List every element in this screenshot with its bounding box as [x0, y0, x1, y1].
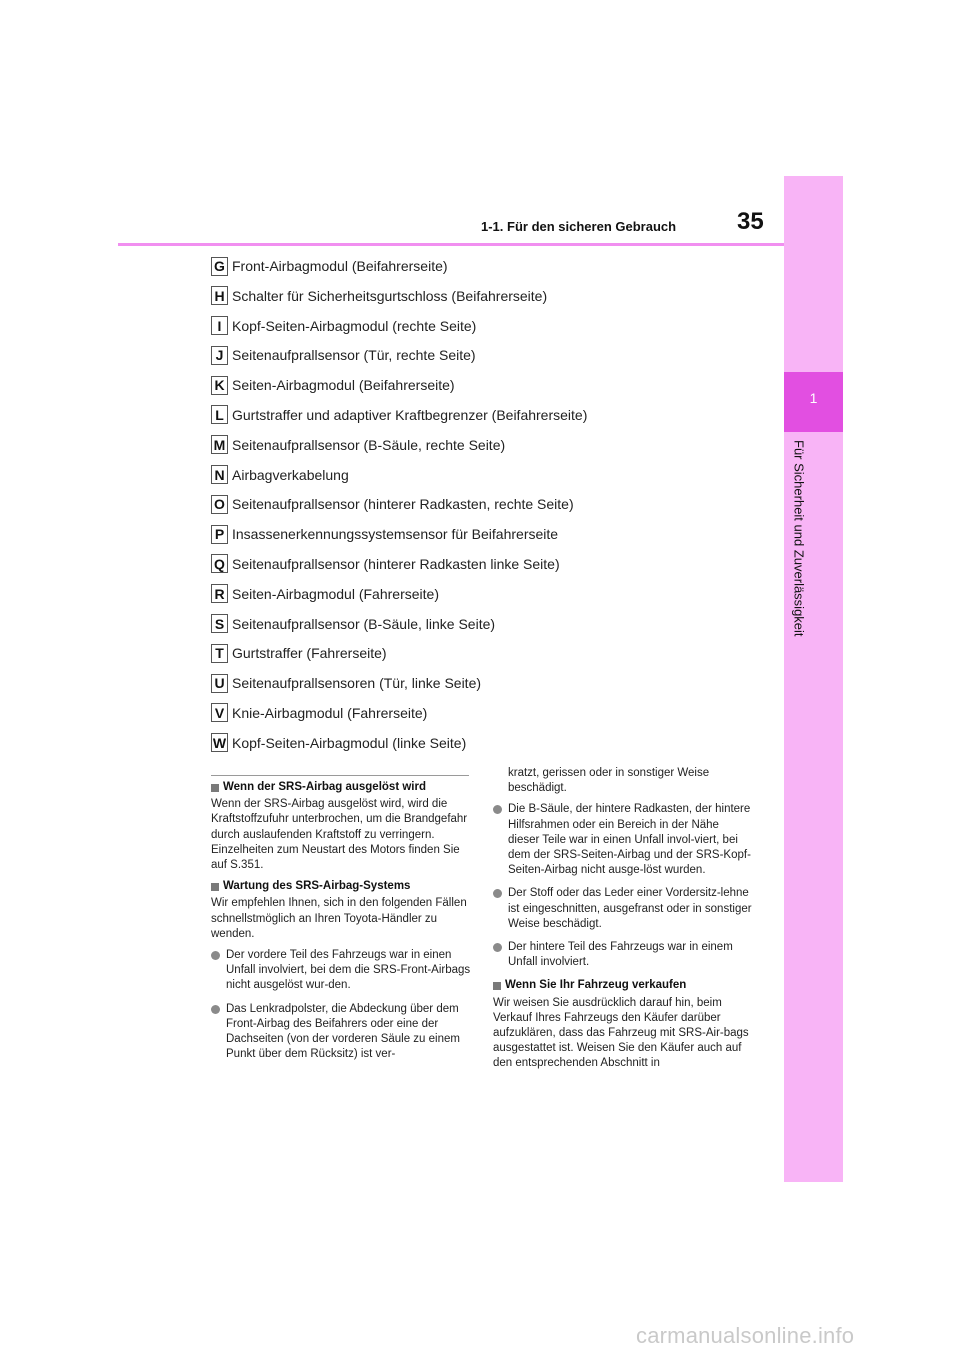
bullet-item	[211, 1002, 471, 1063]
legend-item	[211, 374, 587, 396]
legend-text: Gurtstraffer (Fahrerseite)	[232, 645, 387, 662]
section-heading	[211, 780, 471, 795]
square-bullet-icon	[211, 883, 219, 891]
section-divider	[211, 775, 469, 776]
legend-text: Seitenaufprallsensor (B-Säule, rechte Seite)	[232, 436, 506, 453]
letter-label: Q	[211, 554, 228, 573]
legend-text: Gurtstraffer und adaptiver Kraftbegrenzer (Beifahrerseite)	[232, 406, 588, 423]
legend-item	[211, 613, 587, 635]
legend-item	[211, 404, 587, 426]
heading-text: Wenn der SRS-Airbag ausgelöst wird	[223, 781, 426, 793]
letter-label: O	[211, 495, 228, 514]
left-column	[211, 780, 471, 1070]
legend-text: Knie-Airbagmodul (Fahrerseite)	[232, 704, 428, 721]
legend-item	[211, 344, 587, 366]
bullet-text: Das Lenkradpolster, die Abdeckung über dem Front-Airbag des Beifahrers oder eine der Dachseiten (von der vorderen Säule zu einem Punkt über dem Rücksitz) ist ver-	[226, 1002, 460, 1061]
letter-label: T	[211, 644, 228, 663]
legend-item	[211, 732, 587, 754]
bullet-text: Der Stoff oder das Leder einer Vordersitz-lehne ist eingeschnitten, ausgefranst oder in sonstiger Weise beschädigt.	[508, 887, 752, 930]
paragraph: Wenn der SRS-Airbag ausgelöst wird, wird die Kraftstoffzufuhr unterbrochen, um die Brandgefahr durch auslaufenden Kraftstoff zu verringern. Einzelheiten zum Neustart des Motors finden Sie auf S.351.	[211, 798, 468, 872]
legend-text: Seitenaufprallsensor (B-Säule, linke Seite)	[232, 615, 496, 632]
legend-text: Kopf-Seiten-Airbagmodul (rechte Seite)	[232, 317, 477, 334]
section-heading	[211, 879, 471, 894]
paragraph: Wir weisen Sie ausdrücklich darauf hin, beim Verkauf Ihres Fahrzeugs den Käufer darüber aufzuklären, dass das Fahrzeug mit SRS-Air-bags ausgestattet ist. Weisen Sie den Käufer auch auf den entsprechenden Abschnitt in	[493, 996, 749, 1070]
letter-label: N	[211, 465, 228, 484]
watermark: carmanualsonline.info	[636, 1323, 855, 1348]
letter-label: K	[211, 376, 228, 395]
legend-item	[211, 315, 587, 337]
side-tab	[784, 176, 843, 1182]
continued-text: kratzt, gerissen oder in sonstiger Weise beschädigt.	[508, 767, 710, 795]
legend-item	[211, 255, 587, 277]
chapter-title: Für Sicherheit und Zuverlässigkeit	[791, 440, 807, 637]
heading-text: Wartung des SRS-Airbag-Systems	[223, 880, 411, 893]
letter-label: H	[211, 286, 228, 305]
legend-item	[211, 553, 587, 575]
letter-label: I	[211, 316, 228, 335]
legend-text: Schalter für Sicherheitsgurtschloss (Beifahrerseite)	[232, 287, 548, 304]
letter-label: M	[211, 435, 228, 454]
bullet-text: Der vordere Teil des Fahrzeugs war in einen Unfall involviert, bei dem die SRS-Front-Airbags nicht ausgelöst wur-den.	[226, 949, 471, 992]
bullet-text: Der hintere Teil des Fahrzeugs war in einem Unfall involviert.	[508, 941, 733, 969]
letter-label: U	[211, 674, 228, 693]
paragraph: Wir empfehlen Ihnen, sich in den folgenden Fällen schnellstmöglich an Ihren Toyota-Händler zu wenden.	[211, 897, 467, 940]
round-bullet-icon	[493, 805, 502, 814]
legend-item	[211, 285, 587, 307]
round-bullet-icon	[493, 943, 502, 952]
bullet-item	[493, 886, 753, 932]
legend-item	[211, 672, 587, 694]
letter-label: G	[211, 257, 228, 276]
header-rule	[118, 243, 784, 246]
right-column	[493, 766, 753, 1078]
component-legend	[211, 255, 587, 762]
legend-text: Airbagverkabelung	[232, 466, 349, 483]
round-bullet-icon	[211, 1005, 220, 1014]
legend-text: Seiten-Airbagmodul (Fahrerseite)	[232, 585, 439, 602]
section-title: 1-1. Für den sicheren Gebrauch	[481, 219, 677, 234]
legend-text: Seitenaufprallsensor (hinterer Radkasten, rechte Seite)	[232, 496, 574, 513]
letter-label: R	[211, 584, 228, 603]
legend-text: Seitenaufprallsensor (hinterer Radkasten linke Seite)	[232, 555, 560, 572]
bullet-text: Die B-Säule, der hintere Radkasten, der hintere Hilfsrahmen oder ein Bereich in der Nähe dieser Teile war in einen Unfall invol-viert, bei dem der SRS-Seiten-Airbag und der SRS-Kopf-Seiten-Airbag nicht ausge-löst wurden.	[508, 803, 751, 877]
legend-item	[211, 583, 587, 605]
heading-text: Wenn Sie Ihr Fahrzeug verkaufen	[505, 979, 687, 992]
legend-item	[211, 642, 587, 664]
legend-item	[211, 493, 587, 515]
legend-text: Seiten-Airbagmodul (Beifahrerseite)	[232, 377, 455, 394]
letter-label: L	[211, 405, 228, 424]
bullet-item	[211, 948, 471, 994]
square-bullet-icon	[493, 982, 501, 990]
chapter-number: 1	[809, 390, 818, 406]
legend-item	[211, 464, 587, 486]
legend-text: Front-Airbagmodul (Beifahrerseite)	[232, 258, 448, 274]
legend-text: Insassenerkennungssystemsensor für Beifahrerseite	[232, 526, 559, 543]
bullet-item	[493, 940, 753, 970]
legend-item	[211, 523, 587, 545]
legend-item	[211, 702, 587, 724]
legend-text: Seitenaufprallsensor (Tür, rechte Seite)	[232, 347, 476, 364]
square-bullet-icon	[211, 784, 219, 792]
letter-label: W	[212, 734, 227, 751]
legend-text: Kopf-Seiten-Airbagmodul (linke Seite)	[232, 734, 467, 751]
letter-label: S	[211, 614, 228, 633]
letter-label: V	[211, 703, 228, 722]
bullet-item	[493, 802, 753, 878]
round-bullet-icon	[211, 951, 220, 960]
letter-label: J	[211, 346, 228, 365]
section-heading	[493, 978, 753, 993]
round-bullet-icon	[493, 889, 502, 898]
legend-item	[211, 434, 587, 456]
letter-label: P	[211, 525, 228, 544]
page-number: 35	[737, 208, 764, 235]
legend-text: Seitenaufprallsensoren (Tür, linke Seite)	[232, 675, 482, 692]
